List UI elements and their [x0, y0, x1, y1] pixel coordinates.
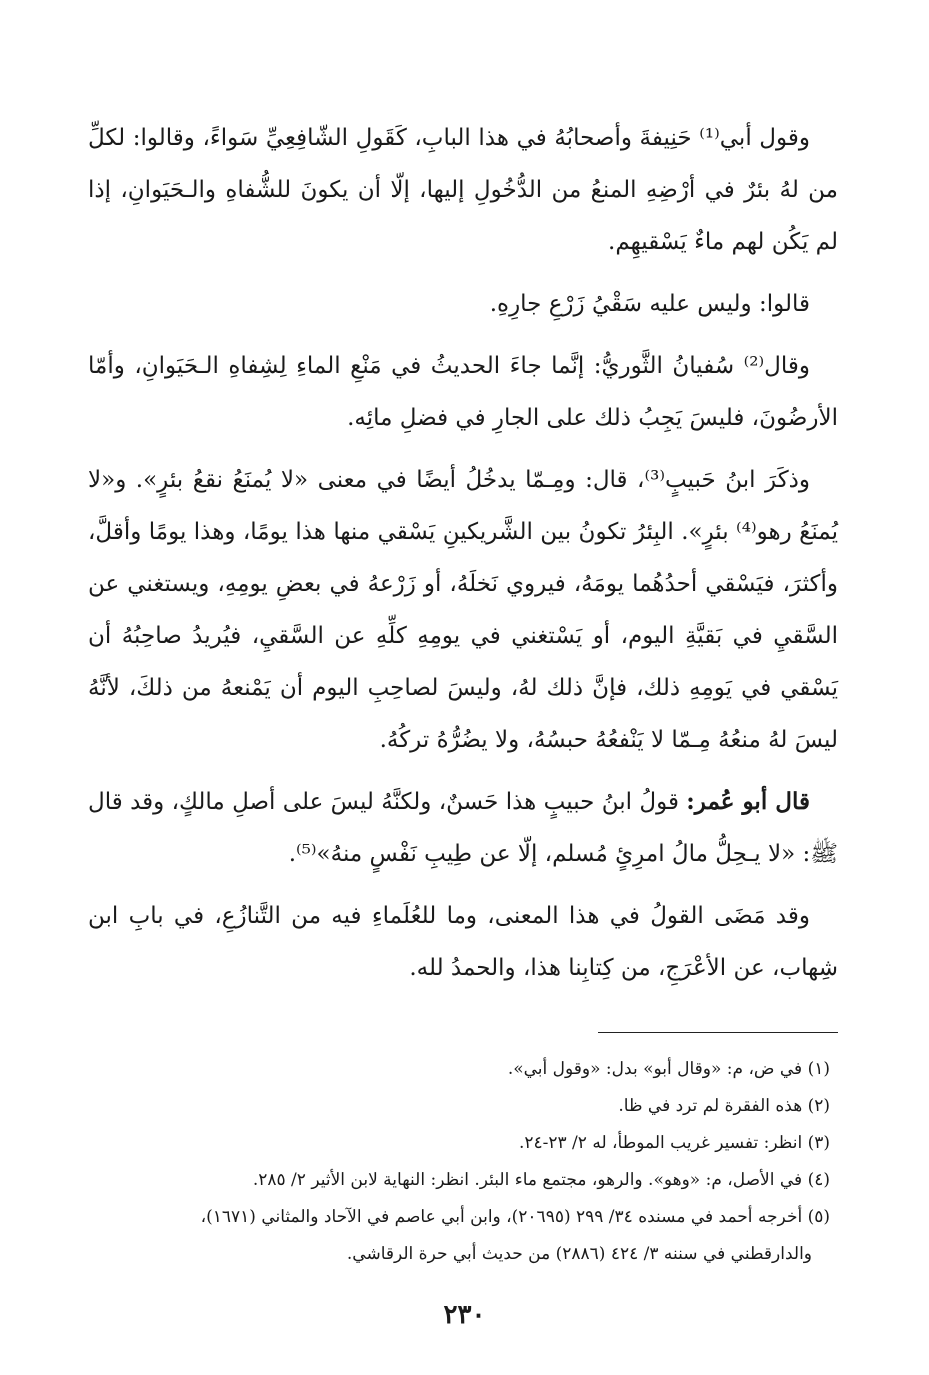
paragraph-6 — [88, 890, 838, 994]
main-text — [88, 112, 838, 994]
footnote-4: (٤) في الأصل، م: «وهو». والرهو، مجتمع ماء البئر. انظر: النهاية لابن الأثير ٢/ ٢٨٥. — [252, 1170, 830, 1190]
paragraph-text: قولُ ابنُ حبيبٍ هذا حَسنٌ، ولكنَّهُ ليسَ على أصلِ مالكٍ، وقد قال ﷺ: «لا يـحِلُّ مالُ امرِئٍ مُسلم، إلّا عن طِيبِ نَفْسٍ منهُ»⁽⁵⁾. — [88, 789, 838, 867]
paragraph-5 — [88, 776, 838, 880]
paragraph-text: وذكَرَ ابنُ حَبيبٍ⁽³⁾، قال: ومِـمّا يدخُلُ أيضًا في معنى «لا يُمنَعُ نقعُ بئرٍ». و«لا يُمنَعُ رهو⁽⁴⁾ بئرٍ». البِئرُ تكونُ بين الشَّريكينِ يَسْقي منها هذا يومًا، وهذا يومًا وأقلَّ، وأكثرَ، فيَسْقي أحدُهُما يومَهُ، فيروي نَخلَهُ، أو زَرْعهُ في بعضِ يومِهِ، ويستغني عن السَّقيِ في بَقيَّةِ اليوم، أو يَسْتغني في يومِهِ كلِّهِ عن السَّقيِ، فيُريدُ صاحِبُهُ أن يَسْقي في يَومِهِ ذلك، فإنَّ ذلك لهُ، وليسَ لصاحِبِ اليوم أن يَمْنعهُ من ذلكَ، لأنَّهُ ليسَ لهُ منعُهُ مِـمّا لا يَنْفعُهُ حبسُهُ، ولا يضُرُّهُ تركُهُ. — [88, 467, 838, 753]
footnote-separator — [598, 1032, 838, 1033]
paragraph-4 — [88, 454, 838, 766]
footnote-2: (٢) هذه الفقرة لم ترد في ظا. — [618, 1096, 830, 1116]
footnotes — [88, 1051, 838, 1273]
paragraph-2 — [88, 278, 838, 330]
paragraph-text: وقال⁽²⁾ سُفيانُ الثَّوريُّ: إنَّما جاءَ الحديثُ في مَنْعِ الماءِ لِشِفاهِ الـحَيَوانِ، وأمّا الأرضُونَ، فليسَ يَجِبُ ذلك على الجارِ في فضلِ مائِه. — [88, 353, 838, 431]
paragraph-3 — [88, 340, 838, 444]
footnote-1: (١) في ض، م: «وقال أبو» بدل: «وقول أبي». — [507, 1059, 830, 1079]
paragraph-1 — [88, 112, 838, 268]
paragraph-text: وقول أبي⁽¹⁾ حَنِيفةَ وأصحابُهُ في هذا البابِ، كَقَولِ الشّافِعِيِّ سَواءً، وقالوا: لكلِّ من لهُ بئرٌ في أرْضِهِ المنعُ من الدُّخُولِ إليها، إلّا أن يكونَ للشُّفاهِ والـحَيَوانِ، إذا لم يَكُن لهم ماءٌ يَسْقيهِم. — [88, 125, 838, 255]
page-body — [88, 112, 838, 1273]
footnote-5-continuation: والدارقطني في سننه ٣/ ٤٢٤ (٢٨٨٦) من حديث أبي حرة الرقاشي. — [346, 1244, 812, 1264]
paragraph-text: قالوا: وليس عليه سَقْيُ زَرْعِ جارِهِ. — [489, 291, 810, 317]
page-number: ٢٣٠ — [443, 1300, 486, 1330]
footnote-3: (٣) انظر: تفسير غريب الموطأ، له ٢/ ٢٣-٢٤. — [518, 1133, 830, 1153]
paragraph-text: وقد مَضَى القولُ في هذا المعنى، وما للعُلَماءِ فيه من التَّنازُعِ، في بابِ ابن شِهاب، عن الأعْرَجِ، من كِتابِنا هذا، والحمدُ لله. — [88, 903, 838, 981]
footnote-5: (٥) أخرجه أحمد في مسنده ٣٤/ ٢٩٩ (٢٠٦٩٥)، وابن أبي عاصم في الآحاد والمثاني (١٦٧١)، — [200, 1207, 830, 1227]
paragraph-lead: قال أبو عُمر: — [686, 788, 810, 815]
